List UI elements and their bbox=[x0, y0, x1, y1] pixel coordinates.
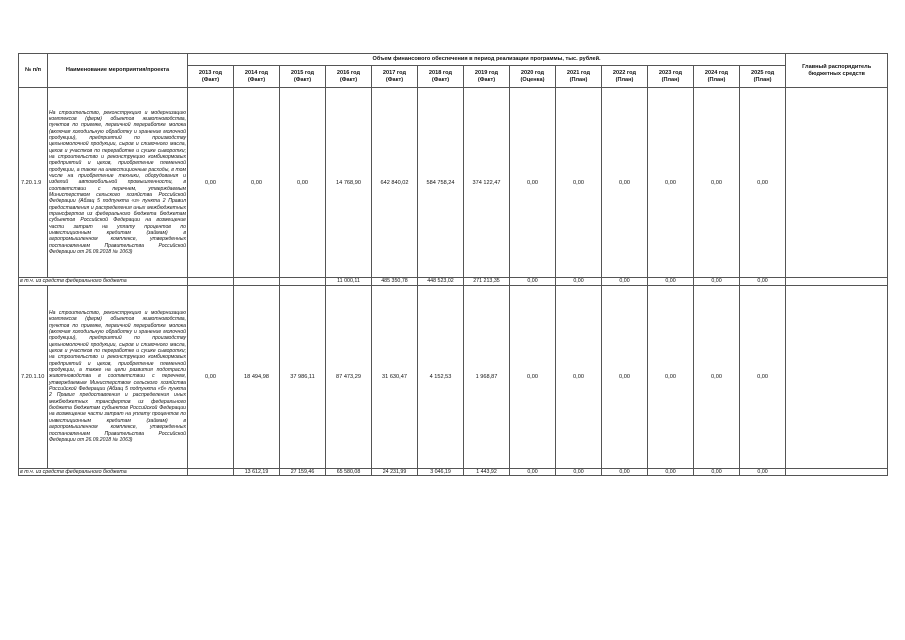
header-year bbox=[464, 66, 510, 88]
header-name: Наименование мероприятия/проекта bbox=[48, 54, 188, 88]
subrow-value: 0,00 bbox=[648, 468, 694, 476]
row-description: На строительство, реконструкцию и модернизацию комплексов (ферм) объектов животноводства, пунктов по приемке, первичной переработке молока (включая холодильную обработку и хранение молочной продукции), предприятий по производству цельномолочной продукции, сыров и сливочного масла, цехов и участков по переработке и сушке сыворотки; на строительство и реконструкцию комбикормовых предприятий и цехов, приобретение племенной продукции, а также на инвестиционные расходы, в том числе на приобретение техники, оборудования и изделий автомобильной промышленности, в соответствии с перечнем, утверждаемым Министерством сельского хозяйства Российской Федерации (Абзац 5 подпункта «з» пункта 2 Правил предоставления и распределения иных межбюджетных трансфертов из федерального бюджета бюджетам субъектов Российской Федерации на возмещение части затрат на уплату процентов по инвестиционным кредитам (займам) в агропромышленном комплексе, утвержденных постановлением Правительства Российской Федерации от 26.09.2018 № 1063) bbox=[48, 88, 188, 278]
header-year bbox=[188, 66, 234, 88]
row-value: 0,00 bbox=[648, 88, 694, 278]
header-year-label: 2022 год bbox=[612, 70, 637, 77]
header-year-label: 2021 год bbox=[566, 70, 591, 77]
row-admin bbox=[786, 88, 888, 278]
row-value: 37 986,11 bbox=[280, 285, 326, 468]
row-value: 584 758,24 bbox=[418, 88, 464, 278]
row-value: 374 122,47 bbox=[464, 88, 510, 278]
row-value: 0,00 bbox=[694, 88, 740, 278]
subrow-value bbox=[234, 278, 280, 286]
subrow-value: 448 523,02 bbox=[418, 278, 464, 286]
subrow-value: 0,00 bbox=[602, 278, 648, 286]
subrow-value: 0,00 bbox=[694, 468, 740, 476]
header-year bbox=[372, 66, 418, 88]
table-subrow bbox=[19, 468, 888, 476]
row-value: 0,00 bbox=[648, 285, 694, 468]
header-year-kind: (Факт) bbox=[201, 76, 220, 83]
header-year-label: 2019 год bbox=[474, 70, 499, 77]
subrow-value: 3 046,19 bbox=[418, 468, 464, 476]
header-year-kind: (План) bbox=[753, 76, 772, 83]
subrow-value: 0,00 bbox=[740, 278, 786, 286]
subrow-value: 271 213,35 bbox=[464, 278, 510, 286]
header-year-label: 2017 год bbox=[382, 70, 407, 77]
header-year bbox=[418, 66, 464, 88]
header-number: № п/п bbox=[19, 54, 48, 88]
subrow-value: 24 231,99 bbox=[372, 468, 418, 476]
header-year-label: 2020 год bbox=[520, 70, 545, 77]
subrow-value: 485 350,78 bbox=[372, 278, 418, 286]
row-value: 0,00 bbox=[234, 88, 280, 278]
header-year-label: 2014 год bbox=[244, 70, 269, 77]
row-value: 0,00 bbox=[740, 285, 786, 468]
subrow-value: 0,00 bbox=[694, 278, 740, 286]
row-value: 0,00 bbox=[188, 88, 234, 278]
header-year-kind: (Факт) bbox=[293, 76, 312, 83]
subrow-value: 13 612,19 bbox=[234, 468, 280, 476]
subrow-value: 0,00 bbox=[740, 468, 786, 476]
row-value: 18 494,98 bbox=[234, 285, 280, 468]
table-row bbox=[19, 88, 888, 278]
funding-table bbox=[18, 53, 888, 476]
header-year bbox=[602, 66, 648, 88]
header-year-kind: (План) bbox=[615, 76, 634, 83]
header-year bbox=[740, 66, 786, 88]
row-value: 0,00 bbox=[694, 285, 740, 468]
subrow-admin bbox=[786, 278, 888, 286]
subrow-value: 11 000,11 bbox=[326, 278, 372, 286]
header-year-kind: (Факт) bbox=[247, 76, 266, 83]
row-value: 0,00 bbox=[188, 285, 234, 468]
header-year bbox=[280, 66, 326, 88]
header-year bbox=[556, 66, 602, 88]
header-year-kind: (Факт) bbox=[339, 76, 358, 83]
row-value: 31 630,47 bbox=[372, 285, 418, 468]
row-value: 642 840,02 bbox=[372, 88, 418, 278]
row-value: 0,00 bbox=[556, 88, 602, 278]
row-code: 7.20.1.9 bbox=[19, 88, 48, 278]
header-year bbox=[648, 66, 694, 88]
subrow-value: 0,00 bbox=[556, 468, 602, 476]
row-value: 0,00 bbox=[602, 285, 648, 468]
row-value: 14 768,90 bbox=[326, 88, 372, 278]
header-year-label: 2024 год bbox=[704, 70, 729, 77]
row-description: На строительство, реконструкцию и модернизацию комплексов (ферм) объектов животноводства, пунктов по приемке, первичной переработке молока (включая холодильную обработку и хранение молочной продукции), предприятий по производству цельномолочной продукции, сыров и сливочного масла, цехов и участков по переработке и сушке сыворотки; на строительство и реконструкцию комбикормовых предприятий и цехов, приобретение племенной продукции, а также на цели развития подотрасли животноводства в соответствии с перечнем, утверждаемым Министерством сельского хозяйства Российской Федерации (Абзац 5 подпункта «б» пункта 2 Правил предоставления и распределения иных межбюджетных трансфертов из федерального бюджета бюджетам субъектов Российской Федерации на возмещение части затрат на уплату процентов по инвестиционным кредитам (займам) в агропромышленном комплексе, утвержденных постановлением Правительства Российской Федерации от 26.09.2018 № 1063) bbox=[48, 285, 188, 468]
row-value: 0,00 bbox=[510, 285, 556, 468]
header-funding: Объем финансового обеспечения в период реализации программы, тыс. рублей. bbox=[188, 54, 786, 66]
header-year-kind: (План) bbox=[707, 76, 726, 83]
header-year-kind: (План) bbox=[661, 76, 680, 83]
header-year-kind: (Факт) bbox=[385, 76, 404, 83]
header-year bbox=[510, 66, 556, 88]
row-value: 87 473,29 bbox=[326, 285, 372, 468]
row-admin bbox=[786, 285, 888, 468]
header-year-label: 2018 год bbox=[428, 70, 453, 77]
header-year bbox=[694, 66, 740, 88]
table-subrow bbox=[19, 278, 888, 286]
header-year-label: 2025 год bbox=[751, 70, 775, 77]
row-value: 0,00 bbox=[602, 88, 648, 278]
row-value: 1 968,87 bbox=[464, 285, 510, 468]
header-year-kind: (Факт) bbox=[477, 76, 496, 83]
row-code: 7.20.1.10 bbox=[19, 285, 48, 468]
subrow-value bbox=[188, 278, 234, 286]
subrow-value bbox=[188, 468, 234, 476]
row-value: 4 152,53 bbox=[418, 285, 464, 468]
subrow-value: 65 580,08 bbox=[326, 468, 372, 476]
header-year-label: 2013 год bbox=[198, 70, 223, 77]
header-year bbox=[234, 66, 280, 88]
subrow-label: в т.ч. из средств федерального бюджета bbox=[19, 278, 188, 286]
subrow-value: 1 443,92 bbox=[464, 468, 510, 476]
header-year-label: 2023 год bbox=[658, 70, 683, 77]
subrow-value: 0,00 bbox=[510, 278, 556, 286]
header-year-kind: (Оценка) bbox=[520, 76, 545, 83]
row-value: 0,00 bbox=[740, 88, 786, 278]
header-year-kind: (Факт) bbox=[431, 76, 450, 83]
subrow-value: 0,00 bbox=[510, 468, 556, 476]
table-body bbox=[19, 88, 888, 476]
row-value: 0,00 bbox=[556, 285, 602, 468]
row-value: 0,00 bbox=[510, 88, 556, 278]
subrow-label: в т.ч. из средств федерального бюджета bbox=[19, 468, 188, 476]
header-year-label: 2016 год bbox=[336, 70, 361, 77]
header-year bbox=[326, 66, 372, 88]
table-row bbox=[19, 285, 888, 468]
subrow-value bbox=[280, 278, 326, 286]
funding-table-sheet bbox=[18, 53, 887, 476]
subrow-value: 27 159,46 bbox=[280, 468, 326, 476]
subrow-value: 0,00 bbox=[556, 278, 602, 286]
subrow-value: 0,00 bbox=[648, 278, 694, 286]
header-year-kind: (План) bbox=[569, 76, 588, 83]
subrow-value: 0,00 bbox=[602, 468, 648, 476]
header-year-label: 2015 год bbox=[290, 70, 315, 77]
subrow-admin bbox=[786, 468, 888, 476]
header-admin: Главный распорядитель бюджетных средств bbox=[786, 54, 888, 88]
row-value: 0,00 bbox=[280, 88, 326, 278]
